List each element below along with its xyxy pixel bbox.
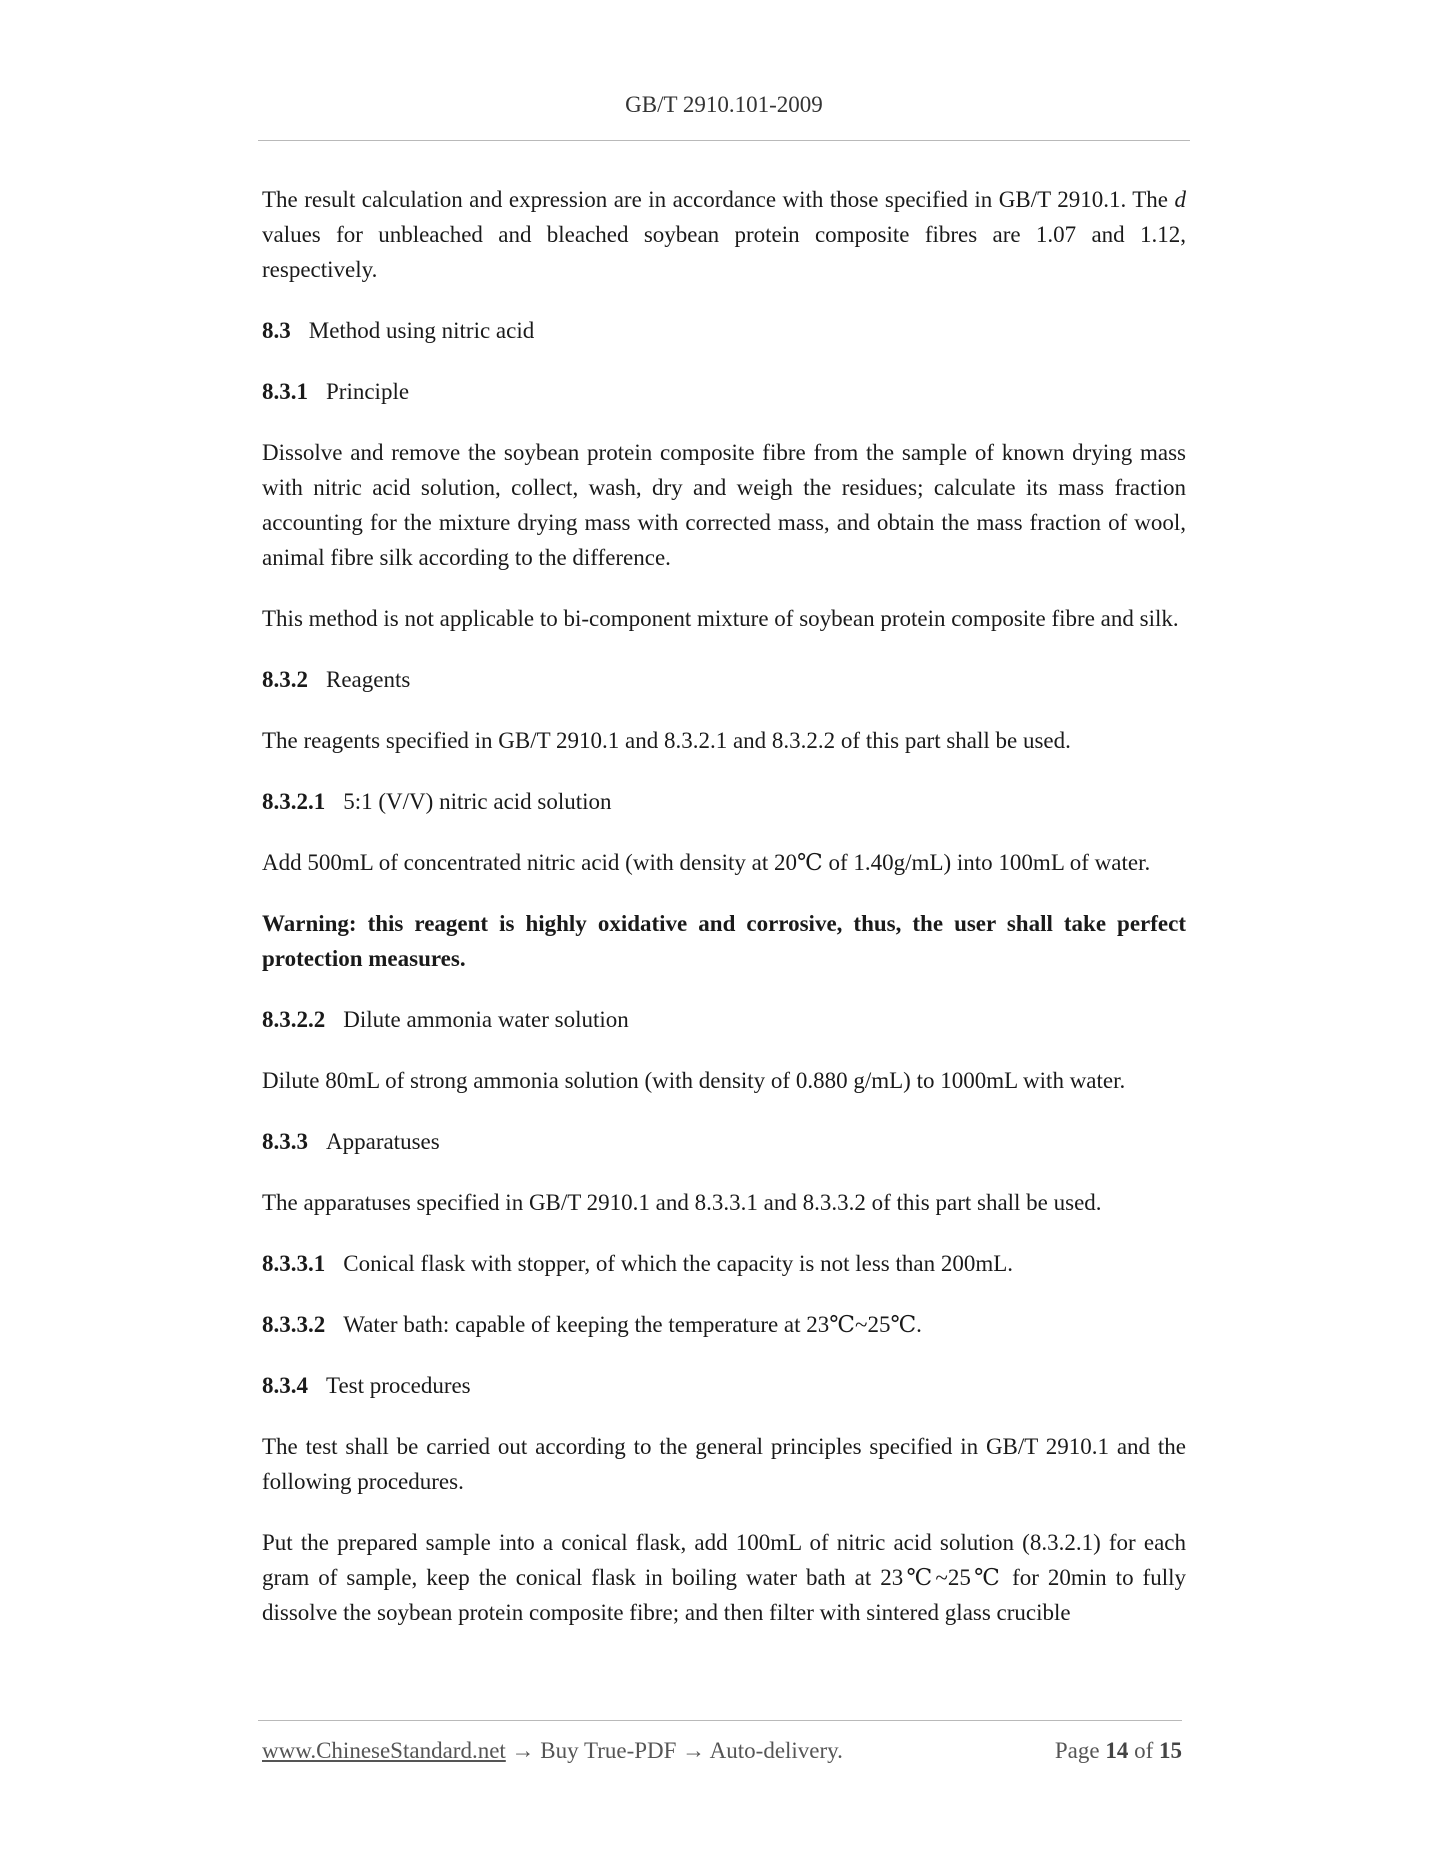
section-title: Reagents — [326, 667, 411, 692]
clause-8-3-3-2 — [262, 1307, 1186, 1342]
section-number: 8.3.3.2 — [262, 1312, 326, 1337]
clause-text: Conical flask with stopper, of which the capacity is not less than 200mL. — [343, 1251, 1014, 1276]
text-run: The result calculation and expression are in accordance with those specified in GB/T 2910.1. The — [262, 187, 1175, 212]
section-heading-8-3-2-1 — [262, 784, 1186, 819]
section-title: Principle — [326, 379, 410, 404]
section-number: 8.3 — [262, 318, 291, 343]
paragraph-result-calculation — [262, 182, 1186, 287]
footer-tagline: → Buy True-PDF → Auto-delivery. — [505, 1738, 843, 1763]
header-divider — [258, 140, 1190, 141]
clause-8-3-3-1 — [262, 1246, 1186, 1281]
page-header-title: GB/T 2910.101-2009 — [625, 92, 823, 117]
page-footer — [262, 1738, 1182, 1764]
warning-text: Warning: this reagent is highly oxidative and corrosive, thus, the user shall take perfect protection measures. — [262, 911, 1186, 971]
page-current: 14 — [1105, 1738, 1129, 1763]
section-number: 8.3.1 — [262, 379, 308, 404]
section-number: 8.3.2 — [262, 667, 308, 692]
paragraph-apparatuses: The apparatuses specified in GB/T 2910.1 and 8.3.3.1 and 8.3.3.2 of this part shall be used. — [262, 1190, 1102, 1215]
variable-d: d — [1174, 187, 1186, 212]
paragraph-add-nitric-acid: Add 500mL of concentrated nitric acid (with density at 20℃ of 1.40g/mL) into 100mL of water. — [262, 850, 1151, 875]
section-heading-8-3 — [262, 313, 1186, 348]
section-heading-8-3-2-2 — [262, 1002, 1186, 1037]
section-heading-8-3-4 — [262, 1368, 1186, 1403]
section-number: 8.3.3.1 — [262, 1251, 326, 1276]
section-title: Apparatuses — [326, 1129, 440, 1154]
document-body — [262, 182, 1186, 1656]
section-heading-8-3-2 — [262, 662, 1186, 697]
paragraph-principle: Dissolve and remove the soybean protein composite fibre from the sample of known drying mass with nitric acid solution, collect, wash, dry and weigh the residues; calculate its mass fraction accounting for the mixture drying mass with corrected mass, and obtain the mass fraction of wool, animal fibre silk according to the difference. — [262, 440, 1186, 570]
page-indicator — [1055, 1738, 1182, 1764]
section-heading-8-3-1 — [262, 374, 1186, 409]
website-link[interactable]: www.ChineseStandard.net — [262, 1738, 506, 1763]
paragraph-not-applicable: This method is not applicable to bi-component mixture of soybean protein composite fibre and silk. — [262, 606, 1179, 631]
section-number: 8.3.3 — [262, 1129, 308, 1154]
paragraph-put-sample: Put the prepared sample into a conical flask, add 100mL of nitric acid solution (8.3.2.1) for each gram of sample, keep the conical flask in boiling water bath at 23℃~25℃ for 20min to fully dissolve the soybean protein composite fibre; and then filter with sintered glass crucible — [262, 1530, 1186, 1625]
paragraph-dilute-ammonia: Dilute 80mL of strong ammonia solution (with density of 0.880 g/mL) to 1000mL with water. — [262, 1068, 1126, 1093]
section-title: Test procedures — [326, 1373, 471, 1398]
section-title: 5:1 (V/V) nitric acid solution — [343, 789, 612, 814]
footer-divider — [258, 1720, 1182, 1721]
page-of-label: of — [1134, 1738, 1154, 1763]
page-label: Page — [1054, 1738, 1100, 1763]
paragraph-test-general: The test shall be carried out according to the general principles specified in GB/T 2910.1 and the following procedures. — [262, 1434, 1186, 1494]
page-total: 15 — [1159, 1738, 1182, 1763]
paragraph-reagents: The reagents specified in GB/T 2910.1 and 8.3.2.1 and 8.3.2.2 of this part shall be used. — [262, 728, 1071, 753]
section-title: Dilute ammonia water solution — [343, 1007, 629, 1032]
section-number: 8.3.2.2 — [262, 1007, 326, 1032]
clause-text: Water bath: capable of keeping the temperature at 23℃~25℃. — [343, 1312, 922, 1337]
section-number: 8.3.4 — [262, 1373, 308, 1398]
text-run: values for unbleached and bleached soybean protein composite fibres are 1.07 and 1.12, respectively. — [262, 222, 1186, 282]
section-title: Method using nitric acid — [308, 318, 535, 343]
section-heading-8-3-3 — [262, 1124, 1186, 1159]
section-number: 8.3.2.1 — [262, 789, 326, 814]
